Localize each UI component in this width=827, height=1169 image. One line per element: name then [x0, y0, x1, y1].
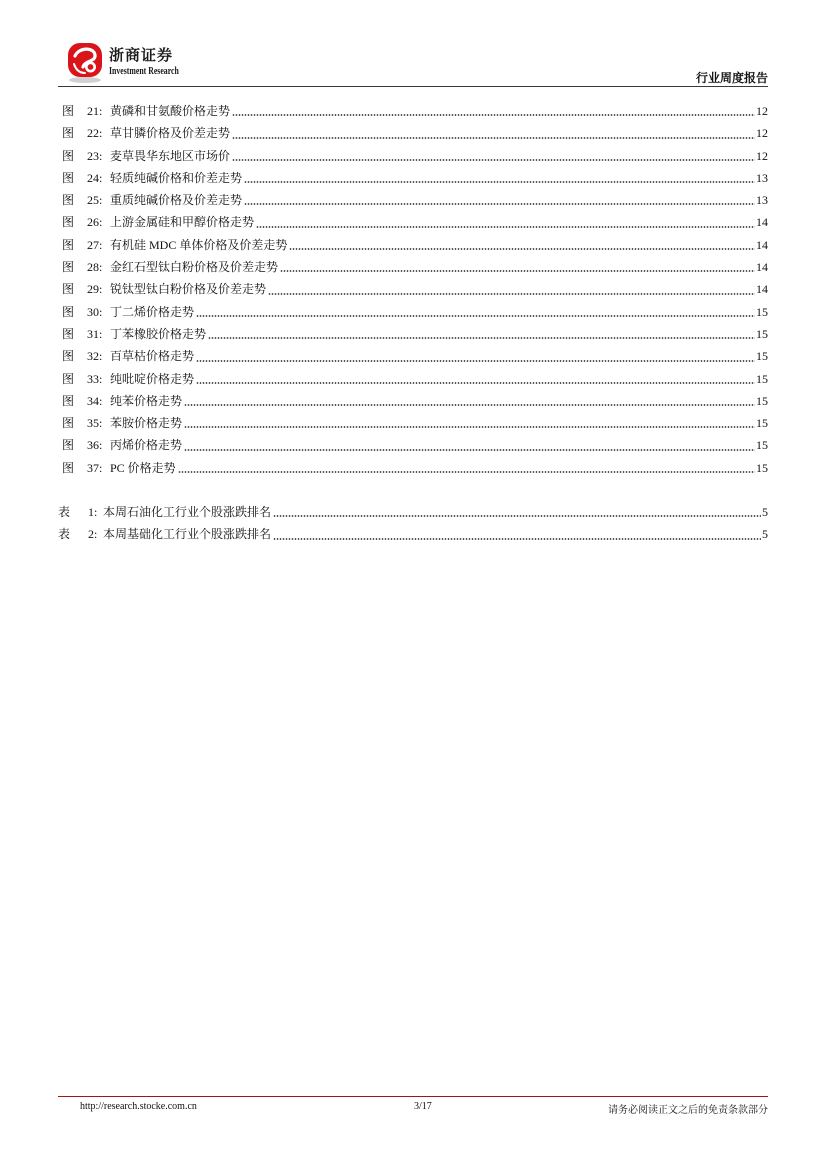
- toc-figure-entry[interactable]: [58, 189, 768, 211]
- toc-entry-title: 丁二烯价格走势: [110, 304, 195, 319]
- footer-url-link[interactable]: http://research.stocke.com.cn: [80, 1101, 197, 1112]
- toc-entry-prefix: 图: [62, 304, 75, 319]
- toc-entry-number: 30:: [87, 304, 103, 319]
- toc-figure-entry[interactable]: [58, 145, 768, 167]
- toc-entry-title: 本周石油化工行业个股涨跌排名: [103, 505, 272, 519]
- toc-entry-leader: [268, 293, 755, 295]
- toc-entry-page: 14: [756, 282, 768, 297]
- toc-entry-page: 12: [756, 104, 768, 118]
- toc-entry-prefix: 图: [62, 438, 75, 453]
- toc-figure-entry[interactable]: [58, 323, 768, 345]
- toc-entry-prefix: 图: [62, 393, 75, 408]
- toc-entry-title: 丙烯价格走势: [110, 438, 183, 453]
- toc-figure-entry[interactable]: [58, 412, 768, 434]
- toc-entry-title: 草甘膦价格及价差走势: [110, 126, 231, 141]
- toc-entry-prefix: 图: [62, 326, 75, 341]
- toc-entry-number: 2:: [88, 527, 98, 542]
- toc-entry-page: 15: [756, 416, 768, 431]
- toc-figure-entry[interactable]: [58, 457, 768, 479]
- toc-entry-number: 32:: [87, 349, 103, 364]
- toc-entry-number: 33:: [87, 371, 103, 386]
- toc-entry-page: 14: [756, 237, 768, 252]
- toc-entry-title: 苯胺价格走势: [110, 416, 183, 431]
- brand-name: 浙商证券: [109, 46, 174, 64]
- toc-entry-page: 15: [756, 438, 768, 453]
- toc-entry-prefix: 图: [62, 126, 75, 141]
- toc-entry-prefix: 图: [62, 215, 75, 230]
- toc-entry-leader: [244, 181, 755, 183]
- toc-entry-leader: [184, 426, 755, 428]
- toc-entry-number: 25:: [87, 193, 103, 208]
- toc-entry-leader: [244, 203, 755, 205]
- toc-entry-title: 黄磷和甘氨酸价格走势: [110, 104, 231, 118]
- toc-figure-entry[interactable]: [58, 122, 768, 144]
- toc-figure-entry[interactable]: [58, 390, 768, 412]
- toc-entry-page: 13: [756, 170, 768, 185]
- toc-entry-leader: [232, 159, 755, 161]
- toc-figure-entry[interactable]: [58, 434, 768, 456]
- toc-entry-title: 百草枯价格走势: [110, 349, 195, 364]
- toc-entry-page: 15: [756, 304, 768, 319]
- toc-entry-prefix: 表: [58, 505, 71, 519]
- toc-entry-page: 15: [756, 326, 768, 341]
- toc-entry-prefix: 图: [62, 193, 75, 208]
- toc-entry-title: 丁苯橡胶价格走势: [110, 326, 207, 341]
- toc-entry-number: 37:: [87, 460, 103, 475]
- toc-entry-leader: [196, 315, 755, 317]
- figure-list: [58, 100, 768, 479]
- toc-figure-entry[interactable]: [58, 345, 768, 367]
- toc-entry-number: 23:: [87, 148, 103, 163]
- toc-figure-entry[interactable]: [58, 301, 768, 323]
- toc-entry-leader: [280, 270, 755, 272]
- toc-figure-entry[interactable]: [58, 368, 768, 390]
- toc-entry-page: 15: [756, 349, 768, 364]
- toc-entry-number: 22:: [87, 126, 103, 141]
- toc-entry-page: 5: [762, 505, 768, 519]
- toc-figure-entry[interactable]: [58, 234, 768, 256]
- toc-table-entry[interactable]: [58, 501, 768, 523]
- toc-entry-page: 15: [756, 371, 768, 386]
- toc-entry-leader: [184, 449, 755, 451]
- brand-tagline: Investment Research: [109, 66, 179, 77]
- toc-entry-prefix: 图: [62, 460, 75, 475]
- toc-entry-title: 锐钛型钛白粉价格及价差走势: [110, 282, 267, 297]
- toc-entry-prefix: 图: [62, 104, 75, 118]
- toc-entry-number: 29:: [87, 282, 103, 297]
- toc-entry-prefix: 图: [62, 416, 75, 431]
- toc-entry-leader: [289, 248, 755, 250]
- toc-entry-page: 5: [762, 527, 768, 542]
- toc-entry-title: 上游金属硅和甲醇价格走势: [110, 215, 255, 230]
- toc-entry-leader: [196, 360, 755, 362]
- toc-entry-title: 本周基础化工行业个股涨跌排名: [103, 527, 272, 542]
- toc-entry-prefix: 图: [62, 237, 75, 252]
- toc-entry-leader: [196, 382, 755, 384]
- toc-entry-prefix: 图: [62, 148, 75, 163]
- toc-entry-number: 21:: [87, 104, 103, 118]
- toc-entry-title: 重质纯碱价格及价差走势: [110, 193, 243, 208]
- toc-entry-number: 35:: [87, 416, 103, 431]
- toc-entry-leader: [184, 404, 755, 406]
- report-type-label: 行业周度报告: [695, 71, 768, 85]
- toc-entry-leader: [273, 538, 761, 540]
- toc-entry-number: 27:: [87, 237, 103, 252]
- toc-entry-leader: [232, 114, 755, 116]
- toc-entry-number: 28:: [87, 260, 103, 275]
- toc-entry-leader: [232, 137, 755, 139]
- toc-entry-prefix: 图: [62, 260, 75, 275]
- toc-entry-leader: [178, 471, 755, 473]
- toc-entry-number: 24:: [87, 170, 103, 185]
- toc-entry-page: 14: [756, 215, 768, 230]
- toc-entry-leader: [256, 226, 755, 228]
- toc-entry-number: 31:: [87, 326, 103, 341]
- toc-figure-entry[interactable]: [58, 100, 768, 122]
- toc-entry-page: 12: [756, 126, 768, 141]
- toc-figure-entry[interactable]: [58, 278, 768, 300]
- toc-entry-title: 有机硅 MDC 单体价格及价差走势: [110, 237, 288, 252]
- toc-entry-page: 13: [756, 193, 768, 208]
- toc-entry-title: PC 价格走势: [110, 460, 176, 475]
- toc-entry-prefix: 表: [58, 527, 71, 542]
- toc-figure-entry[interactable]: [58, 211, 768, 233]
- toc-table-entry[interactable]: [58, 523, 768, 545]
- toc-entry-number: 34:: [87, 393, 103, 408]
- header-divider: [58, 86, 768, 87]
- toc-entry-page: 15: [756, 393, 768, 408]
- toc-entry-leader: [273, 515, 761, 517]
- toc-entry-title: 轻质纯碱价格和价差走势: [110, 170, 243, 185]
- table-list: [58, 501, 768, 546]
- toc-figure-entry[interactable]: [58, 167, 768, 189]
- toc-entry-page: 15: [756, 460, 768, 475]
- toc-entry-prefix: 图: [62, 349, 75, 364]
- toc-entry-number: 1:: [88, 505, 98, 519]
- page-indicator: 3/17: [414, 1101, 432, 1112]
- toc-entry-prefix: 图: [62, 282, 75, 297]
- toc-entry-title: 麦草畏华东地区市场价: [110, 148, 231, 163]
- footer-divider: [58, 1096, 768, 1097]
- footer-disclaimer: 请务必阅读正文之后的免责条款部分: [608, 1105, 768, 1116]
- toc-figure-entry[interactable]: [58, 256, 768, 278]
- toc-entry-page: 12: [756, 148, 768, 163]
- toc-entry-number: 36:: [87, 438, 103, 453]
- toc-entry-prefix: 图: [62, 170, 75, 185]
- toc-entry-title: 纯苯价格走势: [110, 393, 183, 408]
- logo-icon: [64, 40, 106, 84]
- toc-entry-page: 14: [756, 260, 768, 275]
- toc-entry-number: 26:: [87, 215, 103, 230]
- toc-entry-title: 金红石型钛白粉价格及价差走势: [110, 260, 279, 275]
- toc-entry-leader: [208, 337, 755, 339]
- toc-entry-title: 纯吡啶价格走势: [110, 371, 195, 386]
- toc-entry-prefix: 图: [62, 371, 75, 386]
